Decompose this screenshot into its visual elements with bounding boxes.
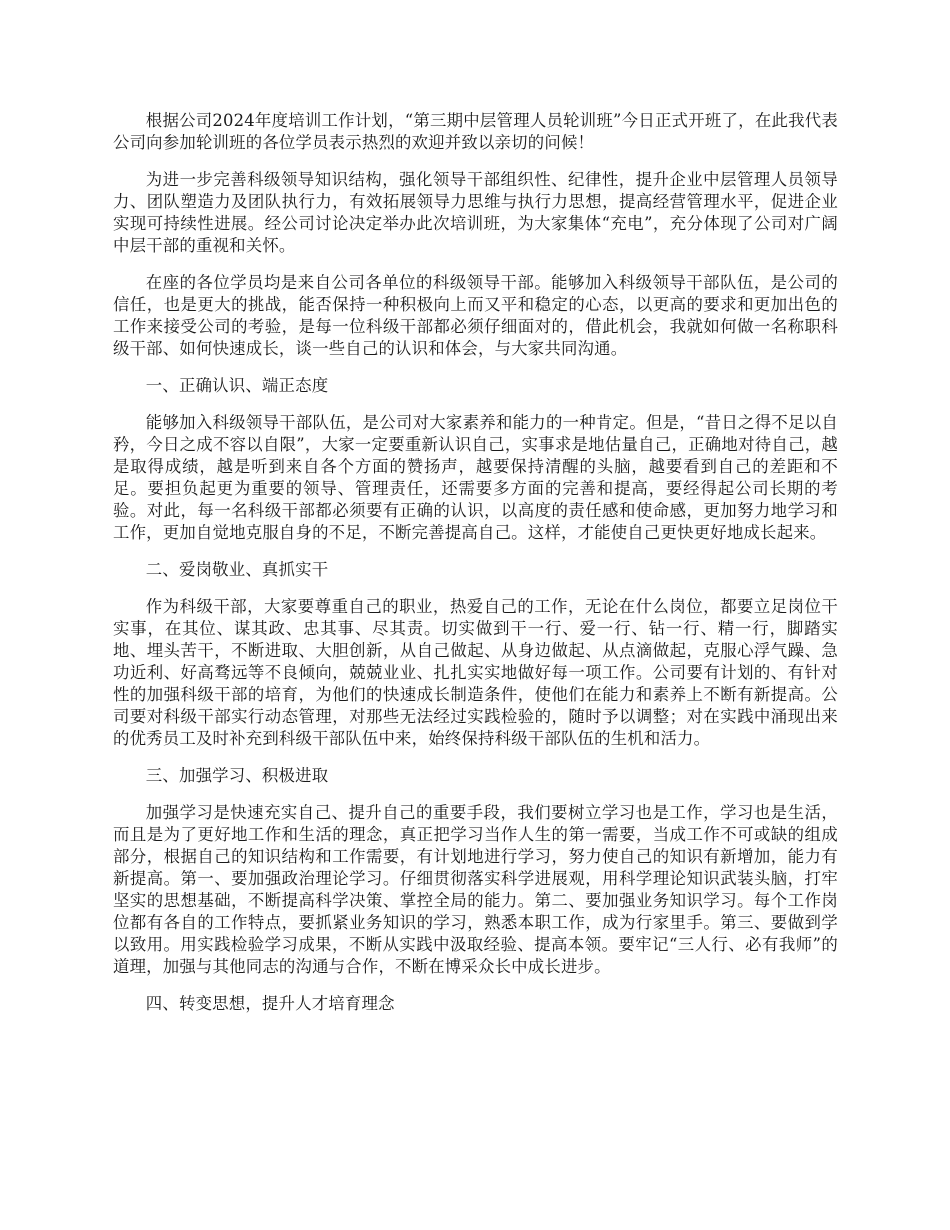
- purpose-paragraph: 为进一步完善科级领导知识结构，强化领导干部组织性、纪律性，提升企业中层管理人员领导力、团队塑造力及团队执行力，有效拓展领导力思维与执行力思想，提高经营管理水平，促进企业实现可持续性进展。经公司讨论决定举办此次培训班，为大家集体“充电”，充分体现了公司对广阔中层干部的重视和关怀。: [113, 170, 838, 255]
- section-heading-4: 四、转变思想，提升人才培育理念: [145, 994, 395, 1013]
- section-heading-1: 一、正确认识、端正态度: [145, 376, 329, 395]
- section-2-paragraph: 作为科级干部，大家要尊重自己的职业，热爱自己的工作，无论在什么岗位，都要立足岗位干实事，在其位、谋其政、忠其事、尽其责。切实做到干一行、爱一行、钻一行、精一行，脚踏实地、埋头苦干，不断进取、大胆创新，从自己做起、从身边做起、从点滴做起，克服心浮气躁、急功近利、好高骛远等不良倾向，兢兢业业、扎扎实实地做好每一项工作。公司要有计划的、有针对性的加强科级干部的培育，为他们的快速成长制造条件，使他们在能力和素养上不断有新提高。公司要对科级干部实行动态管理，对那些无法经过实践检验的，随时予以调整；对在实践中涌现出来的优秀员工及时补充到科级干部队伍中来，始终保持科级干部队伍的生机和活力。: [113, 597, 838, 748]
- section-3-paragraph: 加强学习是快速充实自己、提升自己的重要手段，我们要树立学习也是工作，学习也是生活，而且是为了更好地工作和生活的理念，真正把学习当作人生的第一需要，当成工作不可或缺的组成部分，根据自己的知识结构和工作需要，有计划地进行学习，努力使自己的知识有新增加，能力有新提高。第一、要加强政治理论学习。仔细贯彻落实科学进展观，用科学理论知识武装头脑，打牢坚实的思想基础，不断提高科学决策、掌控全局的能力。第二、要加强业务知识学习。每个工作岗位都有各自的工作特点，要抓紧业务知识的学习，熟悉本职工作，成为行家里手。第三、要做到学以致用。用实践检验学习成果，不断从实践中汲取经验、提高本领。要牢记“三人行、必有我师”的道理，加强与其他同志的沟通与合作，不断在博采众长中成长进步。: [113, 803, 838, 976]
- context-paragraph: 在座的各位学员均是来自公司各单位的科级领导干部。能够加入科级领导干部队伍，是公司的信任，也是更大的挑战，能否保持一种积极向上而又平和稳定的心态，以更高的要求和更加出色的工作来接受公司的考验，是每一位科级干部都必须仔细面对的，借此机会，我就如何做一名称职科级干部、如何快速成长，谈一些自己的认识和体会，与大家共同沟通。: [113, 273, 838, 358]
- intro-paragraph: 根据公司2024年度培训工作计划，“第三期中层管理人员轮训班”今日正式开班了，在此我代表公司向参加轮训班的各位学员表示热烈的欢迎并致以亲切的问候！: [113, 111, 838, 152]
- section-heading-2: 二、爱岗敬业、真抓实干: [145, 560, 329, 579]
- section-heading-3: 三、加强学习、积极进取: [145, 766, 329, 785]
- section-1-paragraph: 能够加入科级领导干部队伍，是公司对大家素养和能力的一种肯定。但是，“昔日之得不足以自矜，今日之成不容以自限”，大家一定要重新认识自己，实事求是地估量自己，正确地对待自己，越是取得成绩，越是听到来自各个方面的赞扬声，越要保持清醒的头脑，越要看到自己的差距和不足。要担负起更为重要的领导、管理责任，还需要多方面的完善和提高，要经得起公司长期的考验。对此，每一名科级干部都必须要有正确的认识，以高度的责任感和使命感，更加努力地学习和工作，更加自觉地克服自身的不足，不断完善提高自己。这样，才能使自己更快更好地成长起来。: [113, 413, 838, 542]
